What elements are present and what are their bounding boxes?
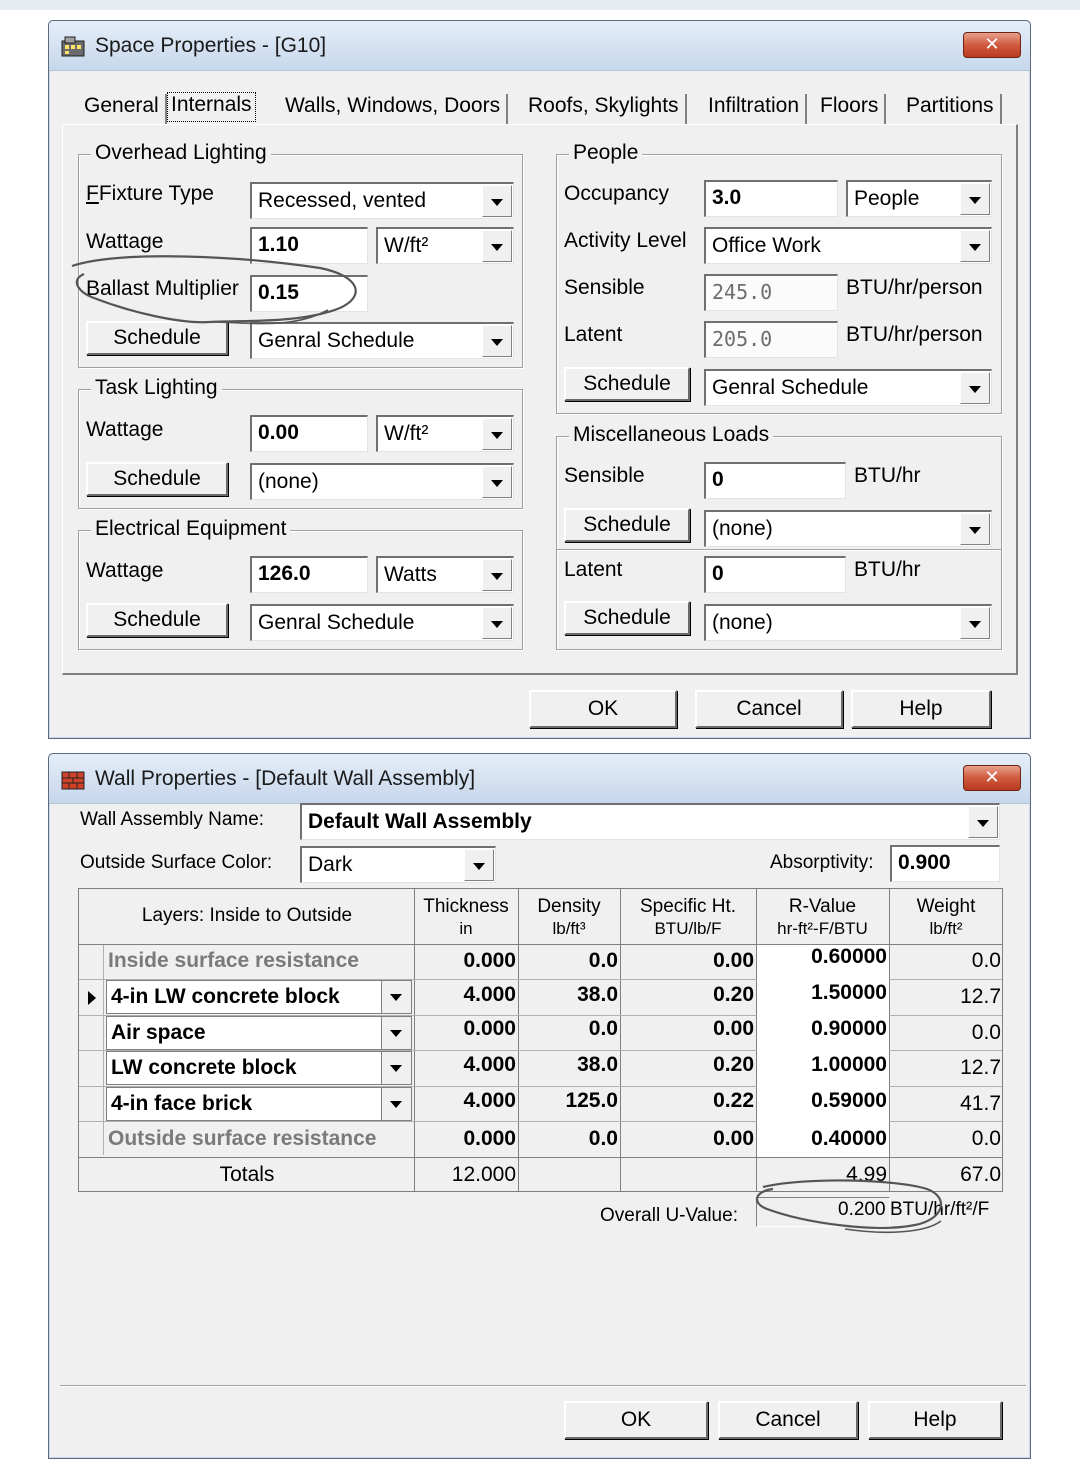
- fixture-type-label: FFixture Type: [86, 182, 214, 205]
- u-value-label: Overall U-Value:: [600, 1205, 738, 1226]
- totals-thickness: 12.000: [451, 1163, 516, 1186]
- overhead-schedule-select[interactable]: [250, 322, 514, 359]
- chevron-down-icon[interactable]: [960, 230, 990, 262]
- people-sensible-unit: BTU/hr/person: [846, 276, 983, 299]
- thickness-cell[interactable]: 0.000: [463, 1127, 516, 1150]
- task-lighting-title: Task Lighting: [91, 376, 222, 400]
- specific-heat-cell[interactable]: 0.00: [713, 949, 754, 972]
- weight-cell: 12.7: [960, 985, 1001, 1008]
- task-schedule-select[interactable]: [250, 463, 514, 500]
- wall-dialog-titlebar[interactable]: [49, 754, 1030, 804]
- chevron-down-icon[interactable]: [482, 559, 512, 591]
- chevron-down-icon[interactable]: [482, 185, 512, 217]
- wall-dialog-title: Wall Properties - [Default Wall Assembly]: [95, 767, 476, 790]
- r-value-cell[interactable]: 0.90000: [811, 1017, 887, 1040]
- density-cell[interactable]: 38.0: [577, 983, 618, 1006]
- close-icon[interactable]: ✕: [963, 765, 1021, 791]
- chevron-down-icon[interactable]: [381, 1052, 411, 1084]
- people-title: People: [569, 141, 642, 165]
- specific-heat-cell[interactable]: 0.20: [713, 983, 754, 1006]
- u-value-unit: BTU/hr/ft²/F: [890, 1199, 990, 1220]
- wall-button-separator: [60, 1385, 1026, 1387]
- close-icon[interactable]: ✕: [963, 32, 1021, 58]
- layer-name: Air space: [111, 1021, 206, 1044]
- misc-sensible-label: Sensible: [564, 464, 645, 487]
- wall-cancel-button[interactable]: Cancel: [718, 1401, 858, 1439]
- overhead-wattage-input[interactable]: 1.10: [250, 227, 368, 264]
- overhead-wattage-unit-select[interactable]: [376, 227, 514, 264]
- people-latent-label: Latent: [564, 323, 623, 346]
- weight-cell: 0.0: [971, 1021, 1001, 1044]
- surface-color-select[interactable]: [300, 846, 496, 883]
- weight-cell: 0.0: [971, 949, 1001, 972]
- misc-sensible-schedule-button[interactable]: Schedule: [564, 508, 690, 542]
- chevron-down-icon[interactable]: [960, 513, 990, 545]
- density-cell[interactable]: 38.0: [577, 1053, 618, 1076]
- r-value-cell[interactable]: 0.40000: [811, 1127, 887, 1150]
- layer-select[interactable]: [106, 1087, 412, 1121]
- misc-loads-divider: [557, 549, 1001, 551]
- wall-ok-button[interactable]: OK: [564, 1401, 708, 1439]
- equipment-wattage-unit: Watts: [384, 563, 437, 586]
- layer-name: LW concrete block: [111, 1056, 297, 1079]
- thickness-cell[interactable]: 4.000: [463, 1089, 516, 1112]
- misc-latent-schedule-select[interactable]: [704, 604, 992, 641]
- layer-select[interactable]: [106, 1051, 412, 1085]
- equipment-schedule-select[interactable]: [250, 604, 514, 641]
- equipment-wattage-label: Wattage: [86, 559, 164, 582]
- weight-cell: 12.7: [960, 1056, 1001, 1079]
- r-value-cell[interactable]: 0.59000: [811, 1089, 887, 1112]
- fixture-type-value: Recessed, vented: [258, 189, 427, 212]
- equipment-schedule-button[interactable]: Schedule: [86, 603, 228, 637]
- density-cell[interactable]: 0.0: [588, 949, 618, 972]
- equipment-wattage-unit-select[interactable]: [376, 556, 514, 593]
- misc-latent-input[interactable]: 0: [704, 556, 846, 593]
- totals-weight: 67.0: [960, 1163, 1001, 1186]
- density-cell[interactable]: 0.0: [588, 1017, 618, 1040]
- activity-level-label: Activity Level: [564, 229, 687, 252]
- task-wattage-unit: W/ft²: [384, 422, 429, 445]
- occupancy-label: Occupancy: [564, 182, 670, 205]
- weight-cell: 0.0: [971, 1127, 1001, 1150]
- misc-loads-title: Miscellaneous Loads: [569, 423, 773, 447]
- header-density: Density: [537, 896, 601, 917]
- ballast-multiplier-input[interactable]: 0.15: [250, 275, 368, 312]
- chevron-down-icon[interactable]: [482, 607, 512, 639]
- desktop-background: [0, 0, 1080, 10]
- task-schedule-value: (none): [258, 470, 319, 493]
- surface-color-value: Dark: [308, 853, 353, 876]
- tab-partitions[interactable]: Partitions: [906, 94, 1002, 124]
- u-value: 0.200: [838, 1199, 886, 1220]
- totals-r-value: 4.99: [846, 1163, 887, 1186]
- r-value-cell[interactable]: 1.50000: [811, 981, 887, 1004]
- tab-floors[interactable]: Floors: [820, 94, 886, 124]
- misc-sensible-schedule-select[interactable]: [704, 510, 992, 547]
- misc-latent-label: Latent: [564, 558, 623, 581]
- occupancy-unit-select[interactable]: [846, 180, 992, 217]
- layer-name: Inside surface resistance: [108, 949, 359, 972]
- header-r-value: R-Value: [788, 896, 857, 917]
- absorptivity-input[interactable]: 0.900: [890, 845, 1000, 882]
- overhead-wattage-unit: W/ft²: [384, 234, 429, 257]
- electrical-equipment-title: Electrical Equipment: [91, 517, 290, 541]
- space-cancel-button[interactable]: Cancel: [695, 690, 843, 728]
- specific-heat-cell[interactable]: 0.00: [713, 1127, 754, 1150]
- header-r-value-unit: hr-ft²-F/BTU: [777, 919, 868, 938]
- specific-heat-cell[interactable]: 0.20: [713, 1053, 754, 1076]
- chevron-down-icon[interactable]: [482, 466, 512, 498]
- tab-roofs-skylights[interactable]: Roofs, Skylights: [528, 94, 687, 124]
- fixture-type-select[interactable]: [250, 182, 514, 219]
- chevron-down-icon[interactable]: [482, 418, 512, 450]
- density-cell[interactable]: 125.0: [565, 1089, 618, 1112]
- space-ok-button[interactable]: OK: [529, 690, 677, 728]
- space-help-button[interactable]: Help: [851, 690, 991, 728]
- layer-select[interactable]: [106, 1016, 412, 1050]
- header-weight-unit: lb/ft²: [929, 919, 963, 938]
- absorptivity-label: Absorptivity:: [770, 852, 874, 873]
- occupancy-unit: People: [854, 187, 920, 210]
- weight-cell: 41.7: [960, 1092, 1001, 1115]
- occupancy-input[interactable]: 3.0: [704, 180, 838, 217]
- activity-level-value: Office Work: [712, 234, 821, 257]
- people-sensible-label: Sensible: [564, 276, 645, 299]
- task-wattage-label: Wattage: [86, 418, 164, 441]
- chevron-down-icon[interactable]: [381, 981, 411, 1013]
- chevron-down-icon[interactable]: [381, 1017, 411, 1049]
- chevron-down-icon[interactable]: [960, 607, 990, 639]
- building-app-icon: [61, 35, 85, 57]
- misc-latent-schedule-button[interactable]: Schedule: [564, 601, 690, 635]
- fixture-type-label-text: Fixture Type: [98, 182, 214, 205]
- thickness-cell[interactable]: 0.000: [463, 1017, 516, 1040]
- tab-internals[interactable]: Internals: [167, 92, 256, 122]
- overhead-schedule-value: Genral Schedule: [258, 329, 415, 352]
- layer-name: Outside surface resistance: [108, 1127, 377, 1150]
- chevron-down-icon[interactable]: [482, 230, 512, 262]
- task-wattage-input[interactable]: 0.00: [250, 415, 368, 452]
- tab-general[interactable]: General: [84, 94, 167, 124]
- task-wattage-unit-select[interactable]: [376, 415, 514, 452]
- ballast-multiplier-label: Ballast Multiplier: [86, 277, 239, 300]
- tab-walls-windows-doors[interactable]: Walls, Windows, Doors: [285, 94, 508, 124]
- header-thickness: Thickness: [423, 896, 509, 917]
- totals-label: Totals: [219, 1163, 275, 1186]
- space-dialog-title: Space Properties - [G10]: [95, 34, 327, 57]
- misc-sensible-input[interactable]: 0: [704, 462, 846, 499]
- equipment-wattage-input[interactable]: 126.0: [250, 556, 368, 593]
- surface-color-label: Outside Surface Color:: [80, 852, 273, 873]
- thickness-cell[interactable]: 4.000: [463, 983, 516, 1006]
- wall-app-icon: [61, 768, 85, 790]
- chevron-down-icon[interactable]: [960, 372, 990, 404]
- tab-infiltration[interactable]: Infiltration: [708, 94, 807, 124]
- layer-name: 4-in LW concrete block: [111, 985, 340, 1008]
- overhead-wattage-label: Wattage: [86, 230, 164, 253]
- header-specific-heat: Specific Ht.: [639, 896, 737, 917]
- layer-select[interactable]: [106, 980, 412, 1014]
- thickness-cell[interactable]: 4.000: [463, 1053, 516, 1076]
- r-value-cell[interactable]: 0.60000: [811, 945, 887, 968]
- header-specific-heat-unit: BTU/lb/F: [654, 919, 722, 938]
- people-latent-input: 205.0: [704, 321, 838, 358]
- chevron-down-icon[interactable]: [464, 849, 494, 881]
- chevron-down-icon[interactable]: [968, 806, 998, 838]
- r-value-cell[interactable]: 1.00000: [811, 1053, 887, 1076]
- space-dialog-titlebar[interactable]: [49, 21, 1030, 71]
- header-weight: Weight: [916, 896, 976, 917]
- misc-sensible-unit: BTU/hr: [854, 464, 921, 487]
- header-layers: Layers: Inside to Outside: [141, 905, 353, 926]
- row-selector-icon: [86, 990, 98, 1006]
- specific-heat-cell[interactable]: 0.00: [713, 1017, 754, 1040]
- specific-heat-cell[interactable]: 0.22: [713, 1089, 754, 1112]
- equipment-schedule-value: Genral Schedule: [258, 611, 415, 634]
- people-latent-unit: BTU/hr/person: [846, 323, 983, 346]
- assembly-name-label: Wall Assembly Name:: [80, 809, 265, 830]
- chevron-down-icon[interactable]: [381, 1088, 411, 1120]
- thickness-cell[interactable]: 0.000: [463, 949, 516, 972]
- misc-latent-unit: BTU/hr: [854, 558, 921, 581]
- header-thickness-unit: in: [459, 919, 473, 938]
- density-cell[interactable]: 0.0: [588, 1127, 618, 1150]
- chevron-down-icon[interactable]: [482, 325, 512, 357]
- people-sensible-input: 245.0: [704, 274, 838, 311]
- wall-help-button[interactable]: Help: [868, 1401, 1002, 1439]
- people-schedule-button[interactable]: Schedule: [564, 367, 690, 401]
- overhead-schedule-button[interactable]: Schedule: [86, 321, 228, 355]
- header-density-unit: lb/ft³: [552, 919, 586, 938]
- misc-latent-schedule-value: (none): [712, 611, 773, 634]
- chevron-down-icon[interactable]: [960, 183, 990, 215]
- people-schedule-select[interactable]: [704, 369, 992, 406]
- overhead-lighting-title: Overhead Lighting: [91, 141, 271, 165]
- people-schedule-value: Genral Schedule: [712, 376, 869, 399]
- misc-sensible-schedule-value: (none): [712, 517, 773, 540]
- task-schedule-button[interactable]: Schedule: [86, 462, 228, 496]
- activity-level-select[interactable]: [704, 227, 992, 264]
- assembly-name-value: Default Wall Assembly: [308, 810, 532, 833]
- layer-name: 4-in face brick: [111, 1092, 253, 1115]
- assembly-name-select[interactable]: [300, 803, 1000, 840]
